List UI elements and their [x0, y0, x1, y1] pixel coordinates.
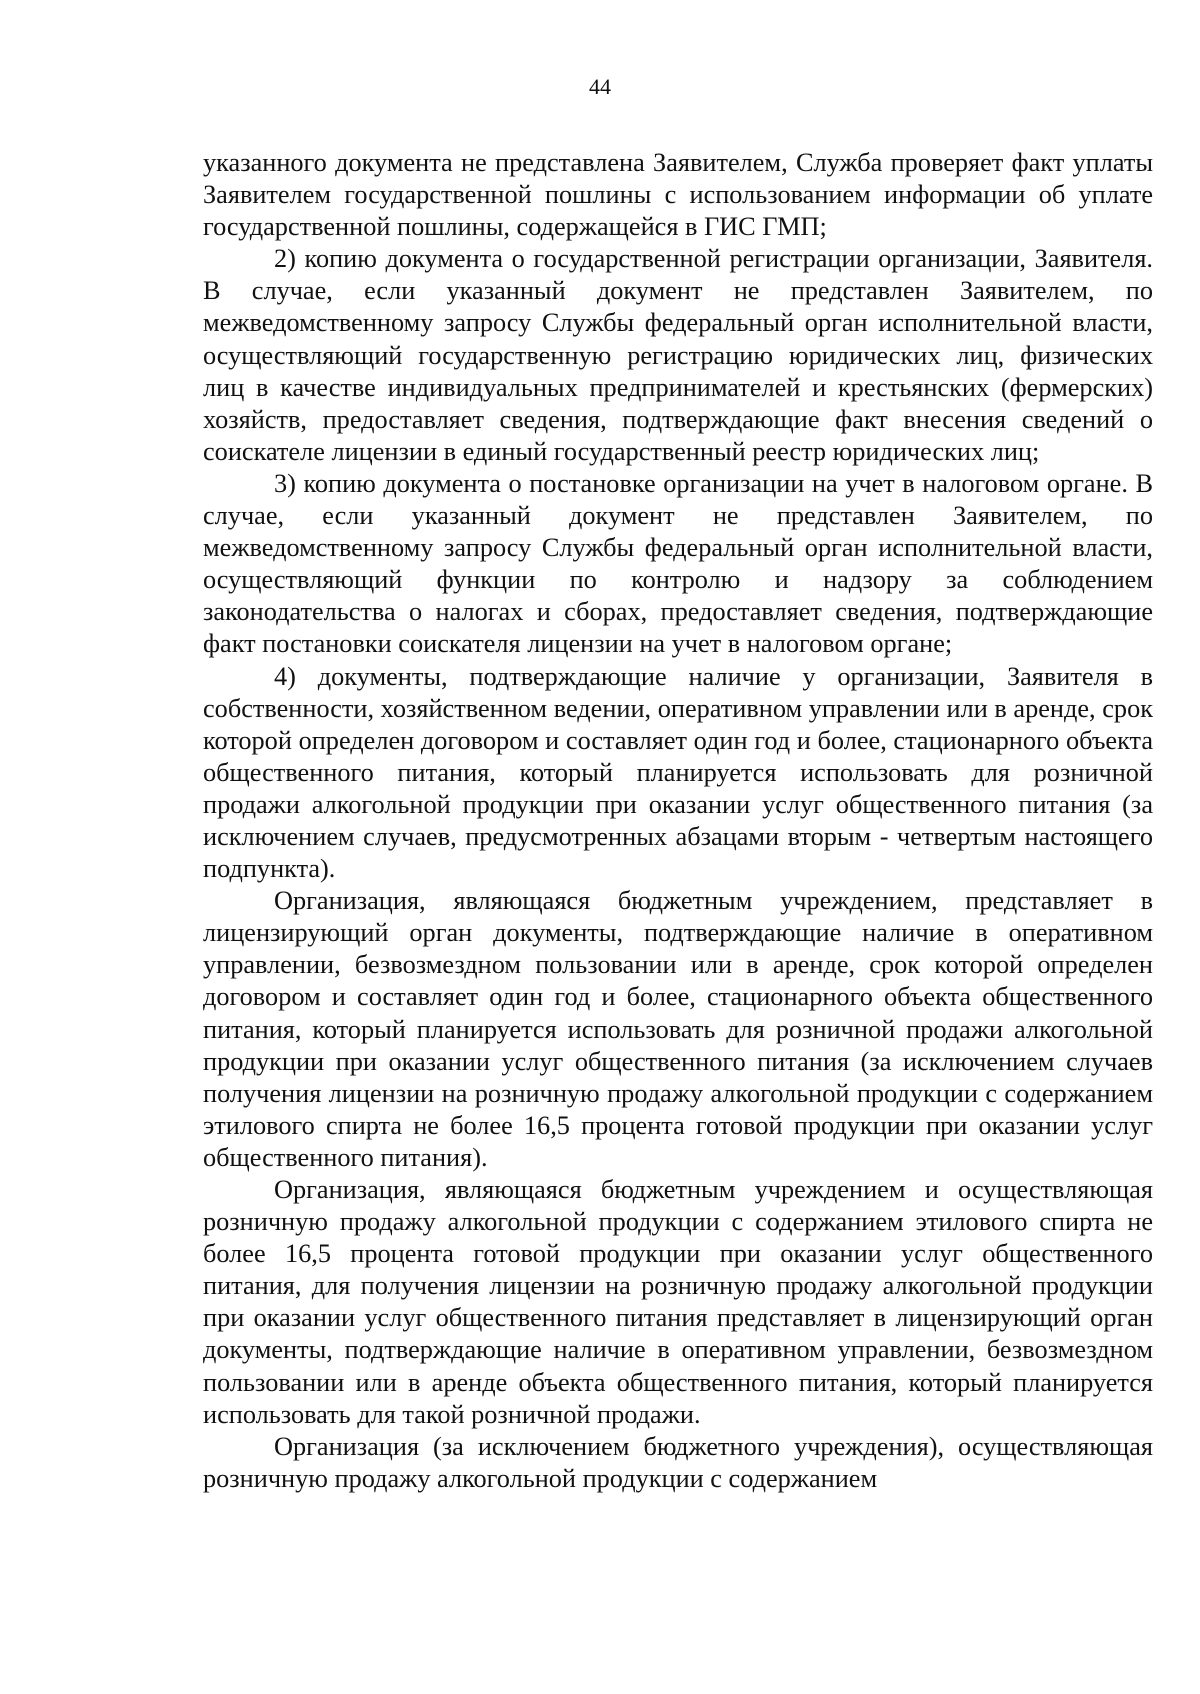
- paragraph-item-3: 3) копию документа о постановке организации на учет в налоговом органе. В случае, если указанный документ не представлен Заявителем, по межведомственному запросу Службы федеральный орган исполнительной власти, осуществляющий функции по контролю и надзору за соблюдением законодательства о налогах и сборах, предоставляет сведения, подтверждающие факт постановки соискателя лицензии на учет в налоговом органе;: [203, 468, 1153, 659]
- paragraph-budget-institution-retail: Организация, являющаяся бюджетным учреждением и осуществляющая розничную продажу алкогольной продукции с содержанием этилового спирта не более 16,5 процента готовой продукции при оказании услуг общественного питания, для получения лицензии на розничную продажу алкогольной продукции при оказании услуг общественного питания представляет в лицензирующий орган документы, подтверждающие наличие в оперативном управлении, безвозмездном пользовании или в аренде объекта общественного питания, который планируется использовать для такой розничной продажи.: [203, 1175, 1153, 1429]
- paragraph-continuation: указанного документа не представлена Заявителем, Служба проверяет факт уплаты Заявителем государственной пошлины с использованием информации об уплате государственной пошлины, содержащейся в ГИС ГМП;: [203, 148, 1153, 242]
- paragraph-item-2: 2) копию документа о государственной регистрации организации, Заявителя. В случае, если указанный документ не представлен Заявителем, по межведомственному запросу Службы федеральный орган исполнительной власти, осуществляющий государственную регистрацию юридических лиц, физических лиц в качестве индивидуальных предпринимателей и крестьянских (фермерских) хозяйств, предоставляет сведения, подтверждающие факт внесения сведений о соискателе лицензии в единый государственный реестр юридических лиц;: [203, 244, 1153, 466]
- page-number: 44: [589, 74, 611, 99]
- paragraph-organization-exception: Организация (за исключением бюджетного учреждения), осуществляющая розничную продажу алкогольной продукции с содержанием: [203, 1431, 1153, 1493]
- document-body: [203, 147, 1153, 1495]
- paragraph-budget-institution: Организация, являющаяся бюджетным учреждением, представляет в лицензирующий орган документы, подтверждающие наличие в оперативном управлении, безвозмездном пользовании или в аренде, срок которой определен договором и составляет один год и более, стационарного объекта общественного питания, который планируется использовать для розничной продажи алкогольной продукции при оказании услуг общественного питания (за исключением случаев получения лицензии на розничную продажу алкогольной продукции с содержанием этилового спирта не более 16,5 процента готовой продукции при оказании услуг общественного питания).: [203, 886, 1153, 1172]
- paragraph-item-4: 4) документы, подтверждающие наличие у организации, Заявителя в собственности, хозяйственном ведении, оперативном управлении или в аренде, срок которой определен договором и составляет один год и более, стационарного объекта общественного питания, который планируется использовать для розничной продажи алкогольной продукции при оказании услуг общественного питания (за исключением случаев, предусмотренных абзацами вторым - четвертым настоящего подпункта).: [203, 661, 1153, 884]
